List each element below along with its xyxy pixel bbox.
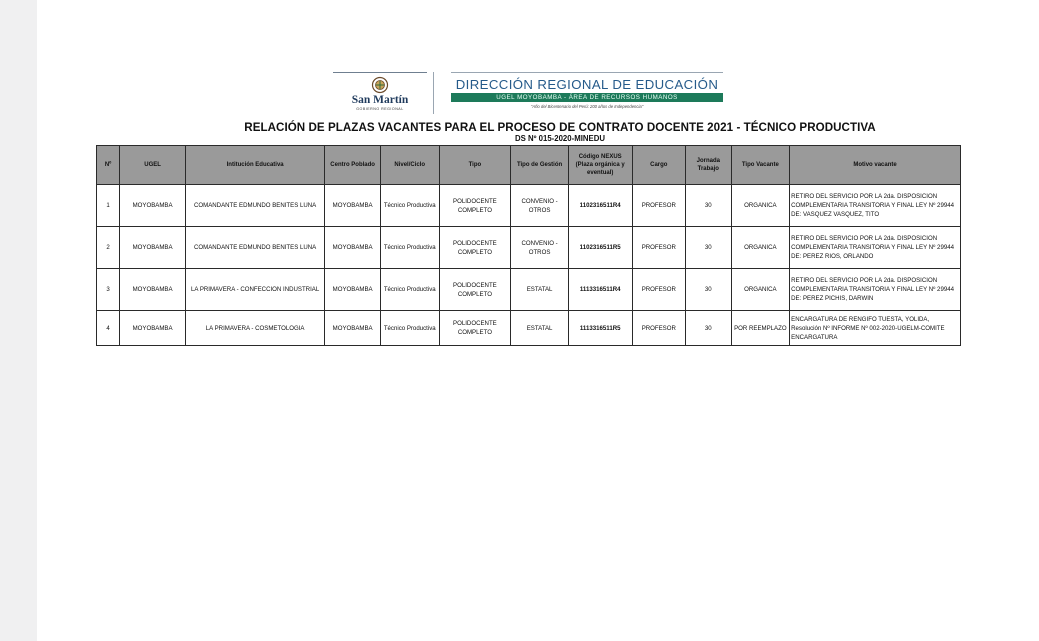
dre-top-rule <box>451 72 723 73</box>
cell-cargo: PROFESOR <box>632 311 686 346</box>
cell-n: 2 <box>97 227 120 269</box>
letterhead-divider <box>433 72 434 114</box>
cell-n: 3 <box>97 269 120 311</box>
cell-jornada: 30 <box>686 185 731 227</box>
col-header-jornada: Jornada Trabajo <box>686 146 731 185</box>
cell-jornada: 30 <box>686 269 731 311</box>
cell-nivel: Técnico Productiva <box>380 227 439 269</box>
table-header-row <box>97 146 961 185</box>
col-header-tipo: Tipo <box>439 146 511 185</box>
cell-motivo: ENCARGATURA DE RENGIFO TUESTA, YOLIDA, Resolución Nº INFORME Nº 002-2020-UGELM-COMITE ENCARGATURA <box>790 311 961 346</box>
cell-n: 1 <box>97 185 120 227</box>
document-title: RELACIÓN DE PLAZAS VACANTES PARA EL PROCESO DE CONTRATO DOCENTE 2021 - TÉCNICO PRODUCTIVA <box>244 121 876 134</box>
table-row <box>97 185 961 227</box>
cell-tipo: POLIDOCENTE COMPLETO <box>439 227 511 269</box>
col-header-cp: Centro Poblado <box>325 146 381 185</box>
cell-codigo: 1113316511R4 <box>568 269 632 311</box>
cell-ugel: MOYOBAMBA <box>120 185 186 227</box>
table-row <box>97 311 961 346</box>
cell-codigo: 1102316511R4 <box>568 185 632 227</box>
vacancies-table <box>96 145 961 346</box>
col-header-cargo: Cargo <box>632 146 686 185</box>
dre-green-bar: UGEL MOYOBAMBA - ÁREA DE RECURSOS HUMANOS <box>451 93 723 102</box>
col-header-nivel: Nivel/Ciclo <box>380 146 439 185</box>
cell-cp: MOYOBAMBA <box>325 311 381 346</box>
cell-cargo: PROFESOR <box>632 227 686 269</box>
regional-emblem-icon <box>370 76 390 94</box>
cell-gestion: CONVENIO - OTROS <box>511 227 569 269</box>
cell-tipo: POLIDOCENTE COMPLETO <box>439 185 511 227</box>
cell-gestion: ESTATAL <box>511 311 569 346</box>
cell-ie: LA PRIMAVERA - CONFECCION INDUSTRIAL <box>185 269 324 311</box>
col-header-n: Nº <box>97 146 120 185</box>
cell-codigo: 1102316511R5 <box>568 227 632 269</box>
document-subtitle: DS Nº 015-2020-MINEDU <box>515 134 605 143</box>
sm-subtitle: GOBIERNO REGIONAL <box>356 107 404 111</box>
cell-ugel: MOYOBAMBA <box>120 311 186 346</box>
dre-title: DIRECCIÓN REGIONAL DE EDUCACIÓN <box>455 77 719 92</box>
cell-tipo: POLIDOCENTE COMPLETO <box>439 269 511 311</box>
cell-cargo: PROFESOR <box>632 185 686 227</box>
cell-ie: COMANDANTE EDMUNDO BENITES LUNA <box>185 185 324 227</box>
col-header-ie: Intitución Educativa <box>185 146 324 185</box>
cell-nivel: Técnico Productiva <box>380 185 439 227</box>
logo-top-rule <box>333 72 427 73</box>
cell-ie: COMANDANTE EDMUNDO BENITES LUNA <box>185 227 324 269</box>
cell-vacante: ORGANICA <box>731 185 790 227</box>
col-header-gestion: Tipo de Gestión <box>511 146 569 185</box>
col-header-codigo: Código NEXUS (Plaza orgánica y eventual) <box>568 146 632 185</box>
sm-name: San Martín <box>351 94 409 106</box>
san-martin-logo <box>333 72 427 114</box>
cell-ugel: MOYOBAMBA <box>120 269 186 311</box>
cell-motivo: RETIRO DEL SERVICIO POR LA 2da. DISPOSICION COMPLEMENTARIA TRANSITORIA Y FINAL LEY Nº 29944 DE: PEREZ RIOS, ORLANDO <box>790 227 961 269</box>
cell-jornada: 30 <box>686 227 731 269</box>
cell-nivel: Técnico Productiva <box>380 311 439 346</box>
cell-cargo: PROFESOR <box>632 269 686 311</box>
cell-motivo: RETIRO DEL SERVICIO POR LA 2da. DISPOSICION COMPLEMENTARIA TRANSITORIA Y FINAL LEY Nº 29944 DE: VASQUEZ VASQUEZ, TITO <box>790 185 961 227</box>
cell-ugel: MOYOBAMBA <box>120 227 186 269</box>
table-row <box>97 269 961 311</box>
cell-cp: MOYOBAMBA <box>325 185 381 227</box>
col-header-vacante: Tipo Vacante <box>731 146 790 185</box>
cell-cp: MOYOBAMBA <box>325 269 381 311</box>
cell-jornada: 30 <box>686 311 731 346</box>
cell-cp: MOYOBAMBA <box>325 227 381 269</box>
cell-motivo: RETIRO DEL SERVICIO POR LA 2da. DISPOSICION COMPLEMENTARIA TRANSITORIA Y FINAL LEY Nº 29944 DE: PEREZ PICHIS, DARWIN <box>790 269 961 311</box>
cell-ie: LA PRIMAVERA - COSMETOLOGIA <box>185 311 324 346</box>
letterhead <box>333 72 723 114</box>
cell-n: 4 <box>97 311 120 346</box>
table-row <box>97 227 961 269</box>
cell-gestion: CONVENIO - OTROS <box>511 185 569 227</box>
cell-nivel: Técnico Productiva <box>380 269 439 311</box>
cell-tipo: POLIDOCENTE COMPLETO <box>439 311 511 346</box>
cell-vacante: ORGANICA <box>731 269 790 311</box>
cell-vacante: POR REEMPLAZO <box>731 311 790 346</box>
col-header-motivo: Motivo vacante <box>790 146 961 185</box>
cell-gestion: ESTATAL <box>511 269 569 311</box>
dre-header <box>451 72 723 114</box>
cell-vacante: ORGANICA <box>731 227 790 269</box>
dre-quote: "Año del Bicentenario del Perú: 200 años de Independencia" <box>530 104 644 109</box>
col-header-ugel: UGEL <box>120 146 186 185</box>
cell-codigo: 1113316511R5 <box>568 311 632 346</box>
